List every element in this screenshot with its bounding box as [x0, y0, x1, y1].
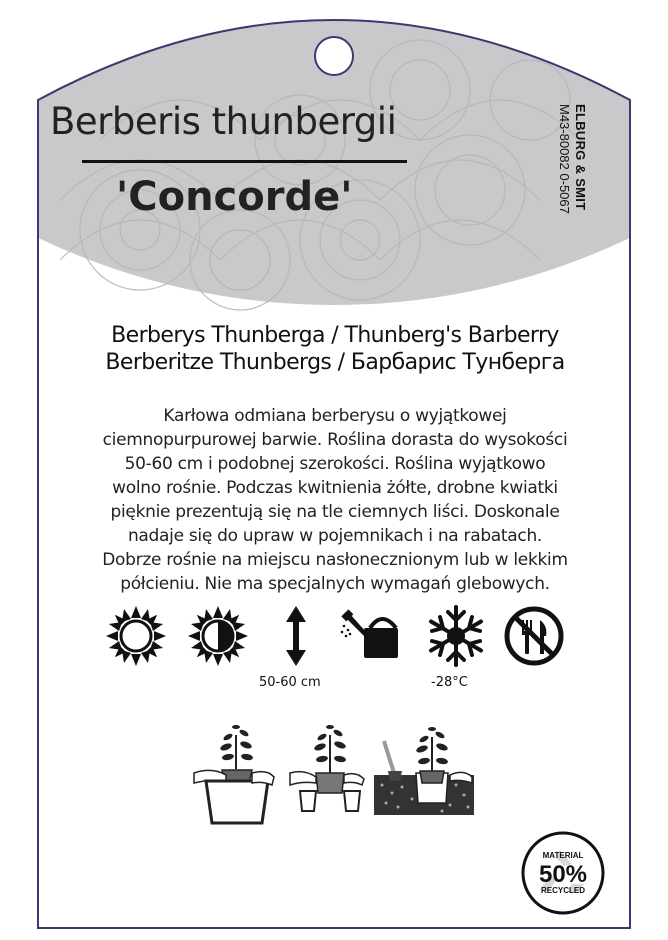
description-line: nadaje się do upraw w pojemnikach i na rabatach.: [127, 526, 543, 546]
recycled-material-badge: [520, 830, 606, 916]
hang-hole: [315, 37, 353, 75]
description-line: wolno rośnie. Podczas kwitnienia żółte, drobne kwiatki: [112, 478, 558, 498]
hardiness-caption: -28°C: [431, 675, 468, 690]
snowflake-icon: [424, 604, 488, 668]
planting-step-2-icon: [288, 715, 368, 830]
half-shade-icon: [186, 604, 250, 668]
description-line: 50-60 cm i podobnej szerokości. Roślina wyjątkowo: [124, 454, 546, 474]
description-line: Dobrze rośnie na miejscu nasłonecznionym lub w lekkim: [102, 550, 568, 570]
description-line: pięknie prezentują się na tle ciemnych liści. Doskonale: [110, 502, 560, 522]
watering-can-icon: [340, 604, 410, 668]
cultivar-name: 'Concorde': [116, 174, 353, 220]
recycled-line-2: 50%: [538, 861, 588, 888]
height-caption: 50-60 cm: [259, 675, 321, 690]
planting-step-1-icon: [192, 715, 282, 830]
not-edible-icon: [502, 604, 566, 668]
common-names-line-2: Berberitze Thunbergs / Барбарис Тунберга: [105, 350, 565, 375]
common-names: [40, 322, 630, 376]
title-divider: [82, 160, 407, 163]
recycled-line-3: RECYCLED: [540, 886, 586, 895]
description-line: ciemnopurpurowej barwie. Roślina dorasta do wysokości: [102, 430, 568, 450]
product-code: M43-80082 0-5067: [557, 104, 572, 214]
description-line: Karłowa odmiana berberysu o wyjątkowej: [163, 406, 507, 426]
height-arrow-icon: [264, 604, 328, 668]
recycled-line-1: MATERIAL: [542, 851, 584, 860]
planting-step-3-icon: [372, 715, 476, 830]
brand-name: ELBURG & SMIT: [573, 104, 588, 211]
plant-description: [40, 404, 630, 596]
latin-name: Berberis thunbergii: [50, 100, 397, 143]
sun-icon: [104, 604, 168, 668]
common-names-line-1: Berberys Thunberga / Thunberg's Barberry: [111, 323, 559, 348]
description-line: półcieniu. Nie ma specjalnych wymagań glebowych.: [120, 574, 550, 594]
